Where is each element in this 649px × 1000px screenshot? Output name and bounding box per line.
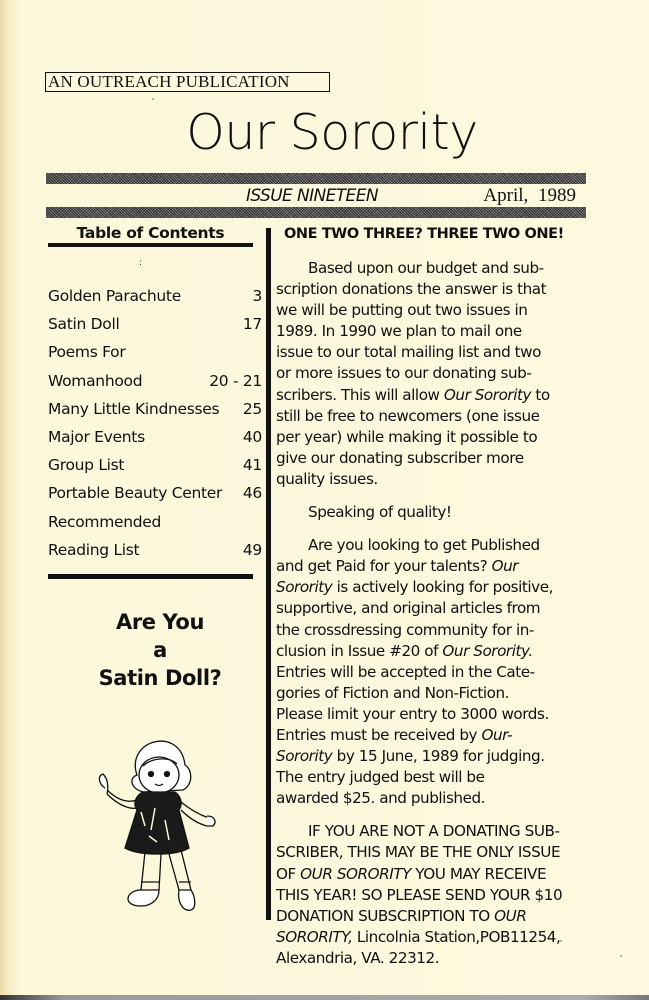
toc-item-page: 40 [242, 427, 262, 446]
text-line [276, 864, 596, 885]
toc-bottom-rule [48, 574, 253, 579]
text-line: SCRIBER, THIS MAY BE THE ONLY ISSUE [276, 843, 561, 862]
toc-item[interactable] [48, 480, 262, 508]
article-paragraph-4 [276, 821, 596, 969]
toc-item-page: 20 - 21 [209, 371, 262, 390]
text-line: Are you looking to get Published [308, 536, 540, 555]
toc-item-page: 25 [242, 399, 262, 418]
text-line: Please limit your entry to 3000 words. [276, 704, 549, 723]
toc-item-title: Satin Doll [48, 315, 120, 334]
toc-item-title: Recommended [48, 512, 162, 531]
toc-item[interactable] [48, 509, 262, 537]
toc-item[interactable] [48, 452, 262, 480]
article-paragraph-1 [276, 258, 596, 490]
issue-date: April, 1989 [483, 185, 576, 206]
top-halftone-rule [46, 173, 586, 184]
text-line [276, 906, 596, 927]
text-line: give our donating subscriber more [276, 448, 524, 467]
toc-item-page: 46 [242, 484, 262, 503]
text-line [276, 641, 596, 662]
mailing-address: Lincolnia Station,POB11254, [352, 927, 561, 946]
paper-speck [152, 98, 154, 100]
text-line: per year) while making it possible to [276, 427, 538, 446]
text-span: clusion in Issue #20 of [276, 641, 443, 660]
text-span: by 15 June, 1989 for judging. [332, 747, 545, 766]
publication-name: OUR [494, 906, 527, 925]
page-bottom-edge [0, 995, 649, 1000]
text-line [276, 927, 596, 948]
text-line: THIS YEAR! SO PLEASE SEND YOUR $10 [276, 885, 563, 904]
text-line: supportive, and original articles from [276, 599, 541, 618]
toc-list [48, 283, 262, 565]
article [276, 224, 596, 977]
text-line: scription donations the answer is that [276, 280, 547, 299]
text-span: Entries must be received by [276, 725, 482, 744]
satin-doll-promo-heading [60, 608, 260, 692]
text-line: Entries will be accepted in the Cate- [276, 662, 535, 681]
publication-name: Our [491, 557, 519, 576]
text-line: the crossdressing community for in- [276, 620, 534, 639]
toc-item-title: Womanhood [48, 371, 143, 390]
toc-title: Table of Contents [76, 224, 225, 242]
article-paragraph-2 [276, 502, 596, 523]
text-line: The entry judged best will be [276, 768, 485, 787]
text-line: still be free to newcomers (one issue [276, 406, 540, 425]
toc-item-title: Poems For [48, 343, 126, 362]
toc-item[interactable] [48, 396, 262, 424]
toc-item-page: 17 [242, 315, 262, 334]
text-span: and get Paid for your talents? [276, 557, 492, 576]
text-line [276, 556, 596, 577]
text-line: IF YOU ARE NOT A DONATING SUB- [308, 822, 560, 841]
publication-name: OUR SORORITY [300, 864, 411, 883]
toc-item-title: Group List [48, 456, 125, 475]
publication-name: Sorority [276, 747, 333, 766]
text-line: we will be putting out two issues in [276, 301, 528, 320]
text-line: Speaking of quality! [308, 503, 452, 522]
text-line [276, 725, 596, 746]
publication-name: Our- [481, 725, 513, 744]
doll-illustration [85, 730, 235, 930]
text-line: or more issues to our donating sub- [276, 364, 532, 383]
toc-item[interactable] [48, 537, 262, 565]
paper-speck [620, 955, 622, 957]
text-line: gories of Fiction and Non-Fiction. [276, 683, 510, 702]
toc-top-rule [48, 243, 253, 247]
publication-tag: AN OUTREACH PUBLICATION [45, 72, 330, 92]
mailing-address-city: Alexandria, VA. 22312. [276, 948, 440, 967]
text-span: scribers. This will allow [276, 385, 444, 404]
toc-item[interactable] [48, 339, 262, 367]
article-title: ONE TWO THREE? THREE TWO ONE! [284, 226, 564, 242]
toc-item-page: 3 [252, 287, 262, 305]
text-line: Based upon our budget and sub- [308, 259, 544, 277]
text-span: is actively looking for positive, [332, 578, 553, 597]
article-paragraph-3 [276, 535, 596, 809]
toc-item-title: Golden Parachute [48, 287, 181, 305]
masthead-title: Our Sorority [186, 104, 478, 161]
toc-item-page: 41 [242, 456, 262, 475]
text-line [276, 577, 596, 598]
promo-line: Are You [115, 610, 205, 634]
text-line [276, 385, 596, 406]
bottom-halftone-rule [46, 207, 586, 218]
toc-item[interactable] [48, 368, 262, 396]
toc-item[interactable] [48, 424, 262, 452]
toc-item-title: Reading List [48, 540, 140, 559]
text-line: quality issues. [276, 469, 378, 488]
paper-speck [560, 940, 562, 942]
toc-item-title: Many Little Kindnesses [48, 399, 220, 418]
text-line [276, 746, 596, 767]
publication-name: Our Sorority [443, 385, 532, 404]
promo-line: a [153, 638, 167, 662]
toc-item[interactable] [48, 283, 262, 311]
promo-line: Satin Doll? [98, 666, 222, 690]
text-span: to [531, 385, 550, 404]
text-span: DONATION SUBSCRIPTION TO [276, 906, 495, 925]
text-span: YOU MAY RECEIVE [410, 864, 547, 883]
text-line: awarded $25. and published. [276, 789, 486, 808]
stray-mark: : [139, 258, 143, 268]
publication-name: Sorority [276, 578, 333, 597]
issue-number: ISSUE NINETEEN [246, 186, 378, 206]
column-divider [266, 228, 271, 920]
text-span: OF [276, 864, 301, 883]
publication-name: SORORITY, [276, 927, 353, 946]
toc-item-page: 49 [242, 540, 262, 559]
publication-name: Our Sorority. [442, 641, 533, 660]
issue-line [46, 184, 586, 208]
text-line: 1989. In 1990 we plan to mail one [276, 322, 522, 341]
text-line: issue to our total mailing list and two [276, 343, 541, 362]
toc-item[interactable] [48, 311, 262, 339]
toc-item-title: Major Events [48, 427, 145, 446]
toc-item-title: Portable Beauty Center [48, 484, 223, 503]
